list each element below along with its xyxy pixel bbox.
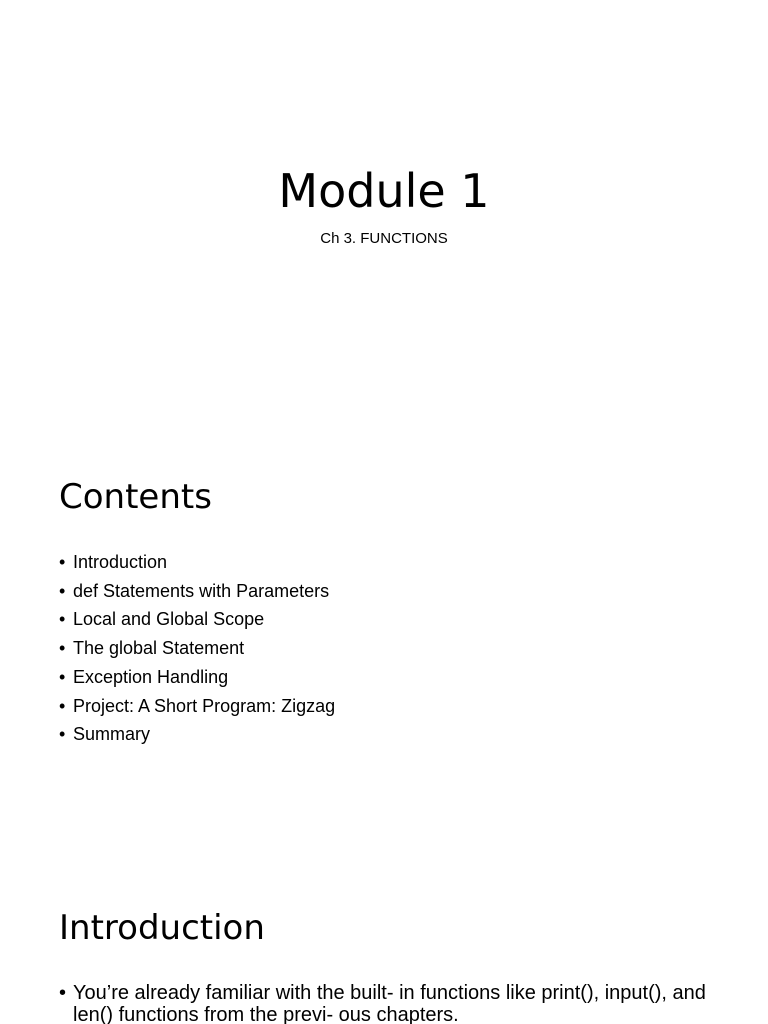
list-item-text: The global Statement bbox=[73, 638, 245, 659]
list-item bbox=[59, 982, 709, 1024]
bullet-icon: • bbox=[59, 609, 66, 630]
introduction-list bbox=[59, 982, 709, 1024]
list-item-text: You’re already familiar with the built- in functions like print(), input(), and len() functions from the previ- ous chapters. bbox=[73, 982, 706, 1024]
list-item bbox=[59, 634, 335, 663]
list-item bbox=[59, 605, 335, 634]
chapter-subtitle: Ch 3. FUNCTIONS bbox=[320, 230, 448, 247]
list-item-text: Project: A Short Program: Zigzag bbox=[73, 695, 336, 716]
list-item-text: Summary bbox=[73, 724, 151, 745]
contents-slide bbox=[0, 432, 768, 864]
bullet-icon: • bbox=[59, 638, 66, 659]
list-item bbox=[59, 663, 335, 692]
list-item-text: def Statements with Parameters bbox=[73, 580, 330, 601]
list-item bbox=[59, 548, 335, 577]
bullet-icon: • bbox=[59, 580, 66, 601]
list-item-text: Local and Global Scope bbox=[73, 609, 265, 630]
bullet-icon: • bbox=[59, 724, 66, 745]
list-item-text: Introduction bbox=[73, 552, 168, 572]
list-item-text: Exception Handling bbox=[73, 666, 229, 687]
list-item bbox=[59, 692, 335, 721]
title-slide bbox=[0, 0, 768, 432]
contents-list bbox=[59, 548, 335, 749]
bullet-icon: • bbox=[59, 695, 66, 716]
list-item bbox=[59, 577, 335, 606]
contents-heading: Contents bbox=[59, 477, 212, 517]
bullet-icon: • bbox=[59, 666, 66, 687]
module-title: Module 1 bbox=[278, 164, 490, 218]
introduction-slide bbox=[0, 864, 768, 1024]
bullet-icon: • bbox=[59, 552, 66, 572]
bullet-icon: • bbox=[59, 982, 67, 1004]
introduction-heading: Introduction bbox=[59, 908, 265, 948]
list-item bbox=[59, 720, 335, 749]
